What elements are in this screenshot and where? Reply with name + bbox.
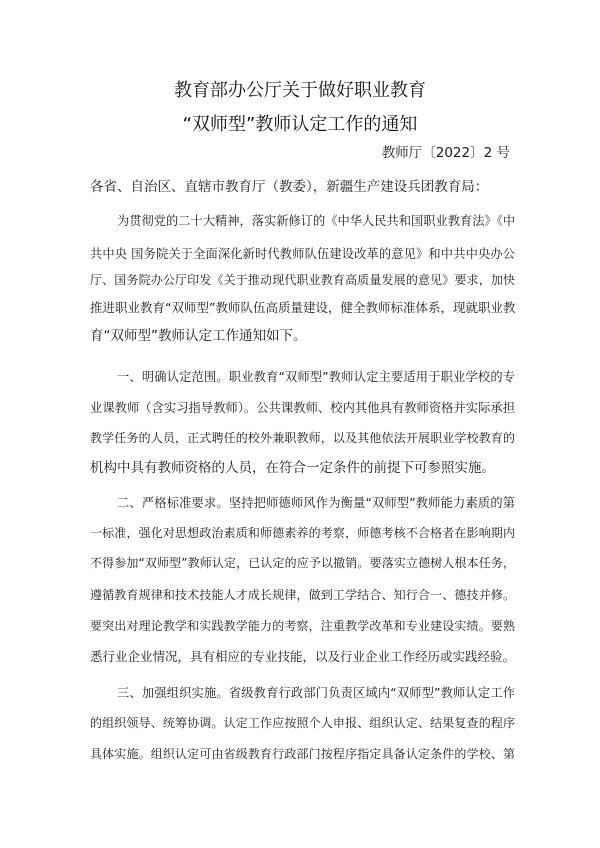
paragraph-1-line: 共中央 国务院关于全面深化新时代教师队伍建设改革的意见》和中共中央办公	[90, 247, 515, 261]
paragraph-1-line: 育“双师型”教师认定工作通知如下。	[90, 328, 307, 344]
paragraph-3-line: 悉行业企业情况，具有相应的专业技能，以及行业企业工作经历或实践经验。	[90, 649, 516, 664]
paragraph-4-line: 具体实施。组织认定可由省级教育行政部门按程序指定具备认定条件的学校、第	[90, 747, 515, 761]
paragraph-4-line: 的组织领导、统筹协调。认定工作应按照个人申报、组织认定、结果复查的程序	[90, 716, 515, 730]
paragraph-3-line: 遵循教育规律和技术技能人才成长规律，做到工学结合、知行合一、德技并修。	[90, 588, 515, 602]
paragraph-2-line: 业课教师（含实习指导教师）。公共课教师、校内其他具有教师资格并实际承担	[90, 401, 515, 415]
paragraph-3-line: 一标准，强化对思想政治素质和师德素养的考察，师德考核不合格者在影响期内	[90, 526, 515, 540]
paragraph-2-line: 机构中具有教师资格的人员，在符合一定条件的前提下可参照实施。	[90, 460, 495, 476]
paragraph-3-line: 二、严格标准要求。坚持把师德师风作为衡量“双师型”教师能力素质的第	[117, 496, 515, 510]
paragraph-1-line: 厅、国务院办公厅印发《关于推动现代职业教育高质量发展的意见》要求，加快	[90, 273, 515, 287]
document-title-line-2: “双师型”教师认定工作的通知	[182, 114, 418, 135]
addressee: 各省、自治区、直辖市教育厅（教委），新疆生产建设兵团教育局：	[90, 179, 489, 195]
document-title-line-1: 教育部办公厅关于做好职业教育	[174, 80, 426, 101]
paragraph-1-line: 为贯彻党的二十大精神，落实新修订的《中华人民共和国职业教育法》《中	[117, 214, 516, 228]
paragraph-2-line: 一、明确认定范围。职业教育“双师型”教师认定主要适用于职业学校的专	[117, 370, 515, 384]
paragraph-2-line: 教学任务的人员，正式聘任的校外兼职教师，以及其他依法开展职业学校教育的	[90, 431, 515, 445]
paragraph-3-line: 不得参加“双师型”教师认定，已认定的应予以撤销。要落实立德树人根本任务，	[90, 556, 515, 570]
paragraph-1-line: 推进职业教育“双师型”教师队伍高质量建设，健全教师标准体系，现就职业教	[90, 300, 516, 315]
document-number: 教师厅〔2022〕2 号	[381, 145, 510, 161]
paragraph-3-line: 要突出对理论教学和实践教学能力的考察，注重教学改革和专业建设实绩。要熟	[90, 619, 515, 633]
paragraph-4-line: 三、加强组织实施。省级教育行政部门负责区域内“双师型”教师认定工作	[117, 686, 515, 700]
